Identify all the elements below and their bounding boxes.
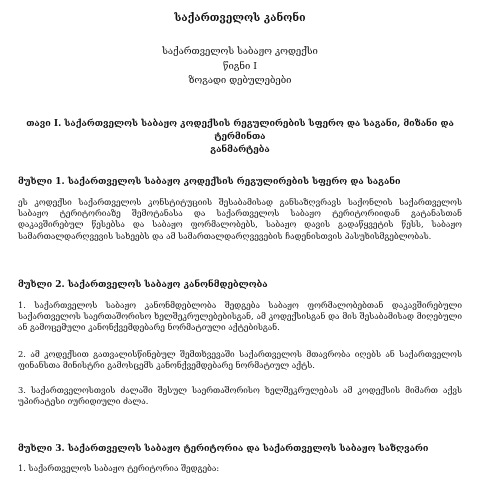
article-1-paragraph-1: ეს კოდექსი საქართველოს კონსტიტუციის შესაბამისად განსაზღვრავს საქონლის საქართველოს საბაჟო ტერიტორიაზე შემოტანასა და საქართველოს საბაჟო ტერიტორიიდან გატანასთან დაკავშირებულ წესებსა და საბაჟო ფორმალობებს, საბაჟო დავის გადაწყვეტის წესს, საბაჟო სამართალდარღვევის სახეებს და ამ სამართალდარღვევების ჩადენისთვის პასუხისმგებლობას. [18, 197, 462, 241]
book-label: წიგნი I [222, 61, 258, 72]
article-2-paragraph-2: 2. ამ კოდექსით გათვალისწინებულ შემთხვევაში საქართველოს მთავრობა იღებს ან საქართველოს ფინანსთა მინისტრი გამოსცემს კანონქვემდებარე ნორმატიულ აქტს. [18, 349, 462, 371]
chapter-title-line-2: განმარტება [210, 145, 270, 155]
article-3-heading: მუხლი 3. საქართველოს საბაჟო ტერიტორია და საქართველოს საბაჟო საზღვარი [18, 444, 429, 454]
general-provisions-label: ზოგადი დებულებები [188, 75, 292, 86]
chapter-title-line-1: თავი I. საქართველოს საბაჟო კოდექსის რეგულირების სფერო და საგანი, მიზანი და ტერმინთა [26, 119, 454, 142]
chapter-title [0, 118, 480, 157]
article-2-paragraph-3: 3. საქართველოსთვის ძალაში შესულ საერთაშორისო ხელშეკრულებას ამ კოდექსის მიმართ აქვს უპირატესი იურიდიული ძალა. [18, 385, 462, 407]
code-name: საქართველოს საბაჟო კოდექსი [162, 46, 318, 57]
article-3-paragraph-1: 1. საქართველოს საბაჟო ტერიტორია შედგება: [18, 463, 220, 473]
article-2-paragraph-1: 1. საქართველოს საბაჟო კანონმდებლობა შედგება საბაჟო ფორმალობებთან დაკავშირებული საქართველოს საერთაშორისო ხელშეკრულებებისგან, ამ კოდექსისგან და მის შესაბამისად მიღებული ან გამოცემული კანონქვემდებარე ნორმატიული აქტებისგან. [18, 300, 462, 333]
article-2-heading: მუხლი 2. საქართველოს საბაჟო კანონმდებლობა [18, 280, 268, 290]
law-title: საქართველოს კანონი [174, 12, 306, 24]
article-1-heading: მუხლი 1. საქართველოს საბაჟო კოდექსის რეგულირების სფერო და საგანი [18, 177, 401, 187]
